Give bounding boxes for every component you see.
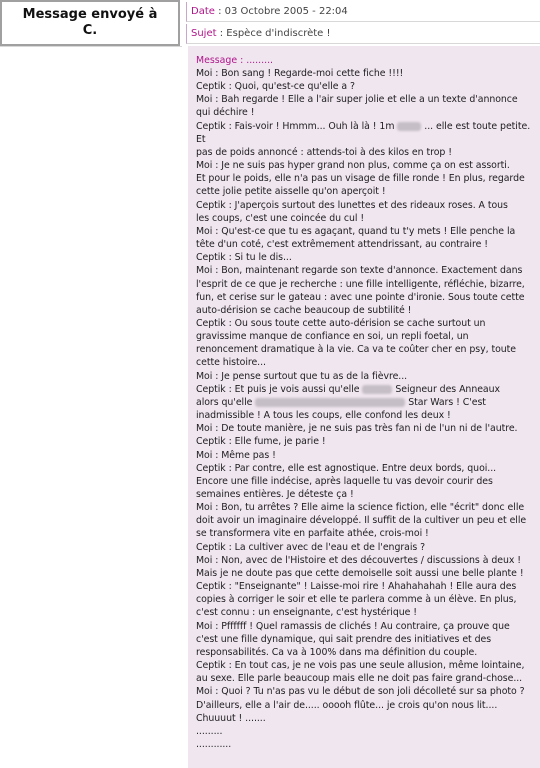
message-line-text: Moi : Pffffff ! Quel ramassis de clichés ! Au contraire, ça prouve que (196, 620, 510, 632)
message-line (196, 264, 538, 277)
message-line (196, 356, 538, 369)
message-line-text: Mais je ne doute pas que cette demoiselle soit aussi une belle plante ! (196, 567, 524, 579)
message-line-text: Ceptik : Fais-voir ! Hmmm... Ouh là là ! 1m (196, 120, 395, 132)
message-line (196, 606, 538, 619)
message-line (196, 343, 538, 356)
page-title: Message envoyé à C. (22, 7, 158, 38)
subject-row (186, 24, 540, 44)
message-line-text: pas de poids annoncé : attends-toi à des kilos en trop ! (196, 146, 452, 158)
message-line-text: ............ (196, 738, 232, 750)
message-line-text: au sexe. Elle parle beaucoup mais elle ne doit pas faire grand-chose... (196, 673, 523, 685)
message-line-text: Moi : Bon sang ! Regarde-moi cette fiche !!!! (196, 68, 404, 79)
message-line-text: c'est une fille dynamique, qui sait prendre des initiatives et des (196, 633, 492, 645)
message-line-text: Encore une fille indécise, après laquelle tu vas devoir courir des (196, 475, 493, 487)
message-line-text: Moi : Même pas ! (196, 449, 276, 461)
message-line-text: l'esprit de ce que je recherche : une fille intelligente, réfléchie, bizarre, (196, 278, 525, 290)
message-line (196, 199, 538, 212)
message-body (188, 46, 540, 768)
message-line (196, 712, 538, 725)
message-line-text: Ceptik : La cultiver avec de l'eau et de l'engrais ? (196, 541, 426, 553)
message-line (196, 251, 538, 264)
message-line (196, 212, 538, 225)
message-line-text: Ceptik : Ou sous toute cette auto-dérision se cache surtout un (196, 317, 486, 329)
message-line-text: Moi : Bon, tu arrêtes ? Elle aime la science fiction, elle "écrit" donc elle (196, 502, 525, 514)
message-lines (196, 67, 538, 751)
message-line-text: renoncement dramatique à la vie. Ca va te coûter cher en psy, toute (196, 344, 516, 356)
message-line (196, 422, 538, 435)
message-line (196, 659, 538, 672)
message-line (196, 146, 538, 159)
message-line-text: fun, et cerise sur le gateau : avec une pointe d'ironie. Sous toute cette (196, 291, 525, 303)
message-line-text: Ceptik : En tout cas, je ne vois pas une seule allusion, même lointaine, (196, 660, 525, 672)
message-line (196, 159, 538, 172)
date-separator: : (218, 6, 225, 17)
message-line (196, 80, 538, 93)
message-line (196, 278, 538, 291)
message-line-text: se transformera vite en parfaite athée, crois-moi ! (196, 528, 429, 540)
message-line (196, 514, 538, 527)
message-line-text: gravissime manque de confiance en soi, un repli foetal, un (196, 331, 469, 343)
message-line-fragment: ... elle est toute petite. Et (196, 120, 531, 145)
message-line-text: Moi : De toute manière, je ne suis pas très fan ni de l'un ni de l'autre. (196, 423, 518, 435)
message-line-text: copies à corriger le soir et elle te parlera comme à un élève. En plus, (196, 594, 517, 606)
message-line (196, 672, 538, 685)
message-line-fragment: Seigneur des Anneaux (395, 383, 501, 395)
message-line (196, 541, 538, 554)
message-line (196, 330, 538, 343)
divider (0, 46, 182, 47)
message-line (196, 120, 538, 146)
message-line (196, 554, 538, 567)
message-label-row (196, 54, 538, 67)
message-line-text: semaines entières. Je déteste ça ! (196, 489, 354, 500)
message-line-text: Moi : Bon, maintenant regarde son texte d'annonce. Exactement dans (196, 265, 523, 277)
message-line (196, 435, 538, 448)
message-line (196, 620, 538, 633)
message-line (196, 462, 538, 475)
message-line-text: Moi : Qu'est-ce que tu es agaçant, quand tu t'y mets ! Elle penche la (196, 225, 516, 237)
date-value: 03 Octobre 2005 - 22:04 (224, 6, 348, 17)
message-line-text: tête d'un coté, c'est extrêmement attendrissant, au contraire ! (196, 239, 488, 251)
message-line-text: Ceptik : Par contre, elle est agnostique. Entre deux bords, quoi... (196, 462, 497, 474)
message-line (196, 475, 538, 488)
message-line-text: Ceptik : Si tu le dis... (196, 252, 292, 264)
message-line (196, 738, 538, 751)
redacted-text (362, 385, 392, 394)
message-line (196, 646, 538, 659)
message-line-text: Chuuuut ! ....... (196, 712, 266, 724)
message-line (196, 396, 538, 409)
message-line (196, 67, 538, 80)
message-line-text: cette histoire... (196, 357, 266, 369)
message-line-text: alors qu'elle (196, 396, 253, 408)
date-row (186, 2, 540, 22)
message-line (196, 238, 538, 251)
message-line-text: auto-dérision se cache beaucoup de subtilité ! (196, 304, 412, 316)
message-line (196, 185, 538, 198)
message-line (196, 93, 538, 106)
redacted-text (255, 398, 405, 407)
message-line-text: les coups, c'est une coincée du cul ! (196, 212, 365, 224)
message-line-text: cette jolie petite aisselle qu'on aperçoit ! (196, 186, 386, 198)
message-line-text: Moi : Non, avec de l'Histoire et des découvertes / discussions à deux ! (196, 554, 521, 566)
message-line-text: Moi : Quoi ? Tu n'as pas vu le début de son joli décolleté sur sa photo ? (196, 686, 525, 698)
message-line (196, 488, 538, 501)
message-line-text: Ceptik : Et puis je vois aussi qu'elle (196, 383, 360, 395)
message-line-text: doit avoir un imaginaire développé. Il suffit de la cultiver un peu et elle (196, 515, 527, 527)
message-line (196, 172, 538, 185)
message-line-text: D'ailleurs, elle a l'air de..... ooooh flûte... je crois qu'on nous lit.... (196, 699, 498, 711)
message-title-box (0, 0, 180, 46)
message-line-text: Moi : Je pense surtout que tu as de la fièvre... (196, 370, 408, 382)
message-line (196, 580, 538, 593)
date-label: Date (191, 6, 215, 17)
subject-label: Sujet (191, 28, 217, 39)
message-label: Message : (196, 55, 244, 66)
message-line (196, 633, 538, 646)
message-line (196, 527, 538, 540)
message-line (196, 106, 538, 119)
message-line (196, 409, 538, 422)
message-label-suffix: ......... (246, 55, 274, 66)
message-line (196, 501, 538, 514)
subject-separator: : (219, 28, 227, 39)
subject-value: Espèce d'indiscrète ! (226, 28, 331, 39)
message-line-text: qui déchire ! (196, 107, 255, 119)
message-line-text: Moi : Je ne suis pas hyper grand non plus, comme ça on est assorti. (196, 160, 510, 172)
message-line (196, 567, 538, 580)
message-line-text: inadmissible ! A tous les coups, elle confond les deux ! (196, 410, 451, 422)
message-line (196, 593, 538, 606)
message-line-text: c'est connu : un enseignante, c'est hystérique ! (196, 607, 418, 619)
message-line-text: Ceptik : Elle fume, je parie ! (196, 436, 326, 448)
message-line (196, 317, 538, 330)
message-line (196, 225, 538, 238)
message-line (196, 370, 538, 383)
message-line (196, 383, 538, 396)
message-line-fragment: Star Wars ! C'est (408, 396, 486, 408)
message-line (196, 449, 538, 462)
message-line (196, 685, 538, 698)
message-line-text: ......... (196, 725, 223, 737)
message-line-text: Et pour le poids, elle n'a pas un visage de fille ronde ! En plus, regarde (196, 173, 525, 185)
redacted-text (397, 122, 421, 131)
message-line-text: Ceptik : "Enseignante" ! Laisse-moi rire ! Ahahahahah ! Elle aura des (196, 581, 517, 593)
message-line-text: Moi : Bah regarde ! Elle a l'air super jolie et elle a un texte d'annonce (196, 94, 518, 106)
message-line (196, 725, 538, 738)
message-line (196, 304, 538, 317)
message-line-text: Ceptik : J'aperçois surtout des lunettes et des rideaux roses. A tous (196, 199, 508, 211)
message-line (196, 699, 538, 712)
message-line-text: responsabilités. Ca va à 100% dans ma définition du couple. (196, 646, 478, 658)
message-line-text: Ceptik : Quoi, qu'est-ce qu'elle a ? (196, 81, 355, 93)
message-line (196, 291, 538, 304)
